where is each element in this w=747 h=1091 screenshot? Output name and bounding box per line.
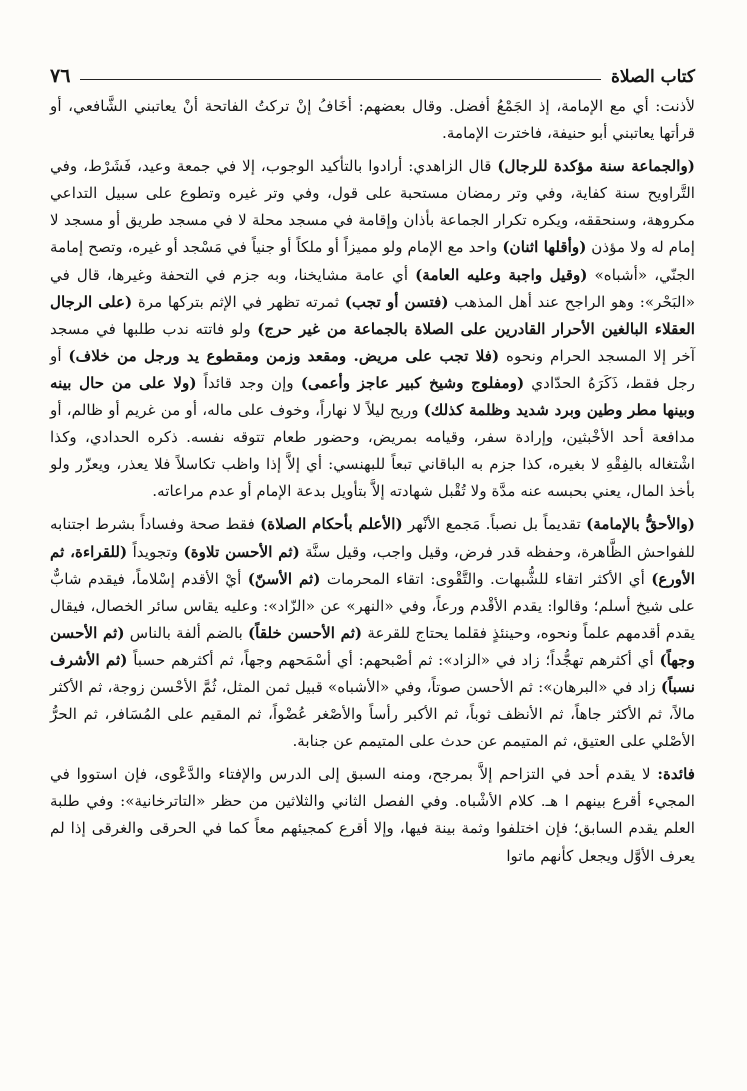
paragraph [50,761,695,869]
bold-phrase: (والجماعة سنة مؤكدة للرجال) [497,157,695,176]
bold-phrase: (والأحقُّ بالإمامة) [586,515,695,534]
text-run: أي الأكثر اتقاء للشُّبهات. والتَّقْوى: اتقاء المحرمات [320,569,652,588]
text-run: بالضم ألفة بالناس [124,623,248,642]
bold-phrase: (وأقلها اثنان) [502,238,587,257]
bold-phrase: فائدة: [657,765,695,784]
bold-phrase: (فتسن أو تجب) [344,292,449,311]
bold-phrase: (ثم الأشرف نسباً) [50,650,695,696]
bold-phrase: (الأعلم بأحكام الصلاة) [260,515,403,534]
text-run: لا يقدم أحد في التزاحم إلاَّ بمرجح، ومنه السبق إلى الدرس والإفتاء والدَّعْوى، فإن استووا في المجيء أقرع بينهم ا هـ. كلام الأشْباه. وفي الفصل الثاني والثلاثين من حظر «التاترخانية»: وفي طلبة العلم يقدم السابق؛ فإن اختلفوا وثمة بينة فيها، وإلا أقرع كمجيئهم معاً كما في الحرقى والغرقى إذا لم يعرف الأوَّل ويجعل كأنهم ماتوا [50,765,695,865]
text-run: أو رجل فقط، ذَكَرَهُ الحدّادي [50,346,695,392]
paragraph [50,93,695,147]
bold-phrase: (ثم الأحسن تلاوة) [183,542,300,561]
running-head [50,58,695,86]
text-run: ولو فاتته ندب طلبها في مسجد آخر إلا المسجد الحرام ونحوه [50,319,695,365]
text-run: تقديماً بل نصباً. مَجمع الأنْهر [402,515,587,534]
text-run: وإن وجد قائداً [196,373,301,392]
body-text [50,93,695,870]
bold-phrase: (وقيل واجبة وعليه العامة) [415,265,588,284]
bold-phrase: (على الرجال العقلاء البالغين الأحرار القادرين على الصلاة بالجماعة من غير حرج) [50,292,695,338]
bold-phrase: (ولا على من حال بينه وبينها مطر وطين وبرد شديد وظلمة كذلك) [50,373,695,420]
text-run: أي أكثرهم تهجُّداً؛ زاد في «الزاد»: ثم أصْبحهم: أي أسْمَحهم وجهاً، ثم أكثرهم حسباً [127,650,660,669]
header-rule [80,79,601,80]
text-run: أيْ الأقدم إسْلاماً، فيقدم شابٌّ على شيخ أسلم؛ وقالوا: يقدم الأقْدم ورعاً، وفي «النهر» عن «الزّاد»: وعليه يقاس سائر الخصال، فيقال يقدم أقدمهم علماً ونحوه، وحينئذٍ فقلما يحتاج للقرعة [50,569,695,642]
bold-phrase: (ومفلوج وشيخ كبير عاجز وأعمى) [300,373,525,392]
text-run: وتجويداً [127,542,184,561]
paragraph [50,511,695,755]
text-run: فقط صحة وفساداً بشرط اجتنابه للفواحش الظَّاهرة، وحفظه قدر فرض، وقيل واجب، وقيل سنَّة [50,515,696,561]
bold-phrase: (للقراءة، ثم الأورع) [50,542,695,588]
page-number: ٧٦ [50,65,71,87]
bold-phrase: (ثم الأحسن وجهاً) [50,623,695,669]
book-title: كتاب الصلاة [610,67,695,87]
bold-phrase: (فلا تجب على مريض. ومقعد وزمن ومقطوع يد ورجل من خلاف) [68,346,500,365]
text-run: ثمرته تظهر في الإثم بتركها مرة [132,292,345,311]
text-run: زاد في «البرهان»: ثم الأحسن صوتاً، وفي «الأشباه» قبيل ثمن المثل، ثُمَّ الأحْسن زوجة، ثم الأكثر مالاً، ثم الأكثر جاهاً، ثم الأنظف ثوباً، ثم الأكبر رأساً والأصْغر عُضْواً، ثم المقيم على المُسَافر، ثم الحرُّ الأصْلي على العتيق، ثم المتيمم عن حدث على المتيمم عن جنابة. [50,677,695,751]
bold-phrase: (ثم الأحسن خلقاً) [248,623,363,642]
text-run: وريح ليلاً لا نهاراً، وخوف على ماله، أو من غريم أو ظالم، أو مدافعة أحد الأخْبثين، وإرادة سفر، وقيامه بمريض، وحضور طعام تتوقه نفسه. ذكره الحدادي، وكذا اشْتغاله بالفِقْهِ لا بغيره، كذا جزم به الباقاني تبعاً للبهنسي: أي إلاَّ إذا واظب تكاسلاً فلا يعذر، ويعزّر ولو بأخذ المال، يعني بحبسه عنه مدَّة ولا تُقْبل شهادته إلاَّ بتأويل بدعة الإمام أو عدم مراعاته. [50,401,695,501]
text-run: أي عامة مشايخنا، وبه جزم في التحفة وغيرها، قال في «البَحْر»: وهو الراجح عند أهل المذهب [50,265,696,311]
text-run: واحد مع الإمام ولو مميزاً أو ملكاً أو جنياً في مَسْجد أو غيره، وتصح إمامة الجنّي، «أشباه» [50,238,695,284]
paragraph [50,153,695,505]
text-run: لأذنت: أي مع الإمامة، إذ الجَمْعُ أفضل. وقال بعضهم: أخَافُ إنْ تركتُ الفاتحة أنْ يعاتبني الشَّافعي، أو قرأتها يعاتبني أبو حنيفة، فاخترت الإمامة. [50,97,695,143]
text-run: قال الزاهدي: أرادوا بالتأكيد الوجوب، إلا في جمعة وعيد، فَشَرْط، وفي التَّراويح سنة كفاية، وفي وتر رمضان مستحبة على قول، وفي وتر غيره وتطوع على سبيل التداعي مكروهة، وسنحققه، ويكره تكرار الجماعة بأذان وإقامة في مسجد محلة لا في مسجد طريق أو مسجد لا إمام له ولا مؤذن [50,157,695,257]
bold-phrase: (ثم الأسنّ) [247,569,321,588]
